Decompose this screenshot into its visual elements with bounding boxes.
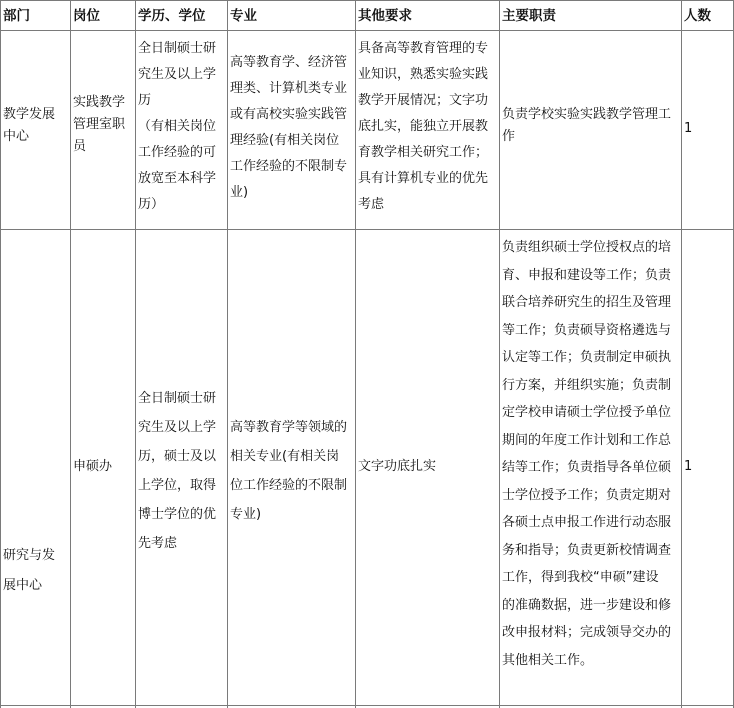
column-divider bbox=[135, 0, 136, 708]
text-line: （有相关岗位 bbox=[138, 119, 217, 134]
text-line: 工作经验的不限制专 bbox=[230, 159, 348, 174]
text-line: 教学开展情况；文字功 bbox=[358, 93, 489, 108]
text-line: 专业) bbox=[230, 507, 262, 522]
text-line: 作 bbox=[502, 129, 516, 144]
text-line: 具备高等教育管理的专 bbox=[358, 41, 489, 56]
text-line: 历） bbox=[138, 197, 165, 212]
text-line: 申硕办 bbox=[73, 459, 113, 474]
text-line: 放宽至本科学 bbox=[138, 171, 217, 186]
row-divider bbox=[0, 705, 734, 706]
text-line: 育、申报和建设等工作；负责 bbox=[502, 267, 672, 283]
text-line: 究生及以上学 bbox=[138, 420, 217, 435]
text-line: 士学位授予工作；负责定期对 bbox=[502, 487, 672, 503]
text-line: 展中心 bbox=[3, 578, 43, 593]
row1-count: 1 bbox=[684, 121, 693, 136]
text-line: 等工作；负责硕导资格遴选与 bbox=[502, 322, 672, 338]
text-line: 高等教育学、经济管 bbox=[230, 55, 348, 70]
header-position: 岗位 bbox=[73, 8, 100, 24]
text-line: 育教学相关研究工作； bbox=[358, 145, 489, 160]
header-count: 人数 bbox=[684, 8, 711, 24]
text-line: 研究与发 bbox=[3, 548, 56, 563]
text-line: 上学位，取得 bbox=[138, 478, 217, 493]
text-line: 其他相关工作。 bbox=[502, 652, 594, 668]
text-line: 究生及以上学 bbox=[138, 67, 217, 82]
text-line: 员 bbox=[73, 139, 87, 154]
header-other: 其他要求 bbox=[358, 8, 412, 24]
text-line: 的准确数据，进一步建设和修 bbox=[502, 597, 672, 613]
row-divider bbox=[0, 229, 734, 230]
text-line: 负责组织硕士学位授权点的培 bbox=[502, 240, 672, 255]
text-line: 考虑 bbox=[358, 197, 385, 212]
header-duties: 主要职责 bbox=[502, 8, 556, 24]
text-line: 博士学位的优 bbox=[138, 507, 217, 522]
text-line: 负责学校实验实践教学管理工 bbox=[502, 107, 672, 122]
column-divider bbox=[499, 0, 500, 708]
row2-education bbox=[138, 384, 216, 558]
text-line: 改申报材料；完成领导交办的 bbox=[502, 625, 672, 640]
text-line: 底扎实，能独立开展教 bbox=[358, 119, 489, 134]
row2-dept bbox=[3, 541, 55, 601]
column-divider bbox=[70, 0, 71, 708]
text-line: 历，硕士及以 bbox=[138, 449, 217, 464]
row1-education bbox=[138, 36, 216, 218]
text-line: 工作，得到我校“申硕”建设 bbox=[502, 570, 659, 585]
text-line: 期间的年度工作计划和工作总 bbox=[502, 432, 672, 448]
row1-major bbox=[230, 50, 347, 206]
text-line: 相关专业(有相关岗 bbox=[230, 449, 340, 464]
row1-dept bbox=[3, 104, 55, 148]
text-line: 教学发展 bbox=[3, 107, 56, 122]
column-divider bbox=[227, 0, 228, 708]
text-line: 中心 bbox=[3, 129, 30, 144]
text-line: 高等教育学等领域的 bbox=[230, 420, 348, 435]
text-line: 历 bbox=[138, 93, 152, 108]
row1-other bbox=[358, 36, 488, 218]
row2-count: 1 bbox=[684, 459, 693, 474]
row1-position bbox=[73, 92, 125, 158]
text-line: 管理室职 bbox=[73, 117, 126, 132]
text-line: 工作经验的可 bbox=[138, 145, 217, 160]
text-line: 位工作经验的不限制 bbox=[230, 478, 348, 493]
text-line: 具有计算机专业的优先 bbox=[358, 171, 489, 186]
text-line: 文字功底扎实 bbox=[358, 459, 437, 474]
text-line: 理经验(有相关岗位 bbox=[230, 133, 340, 148]
row1-duties bbox=[502, 104, 671, 148]
column-divider bbox=[355, 0, 356, 708]
header-major: 专业 bbox=[230, 8, 257, 24]
text-line: 实践教学 bbox=[73, 95, 126, 110]
text-line: 务和指导；负责更新校情调查 bbox=[502, 542, 672, 558]
text-line: 先考虑 bbox=[138, 536, 178, 551]
text-line: 或有高校实验实践管 bbox=[230, 107, 348, 122]
row-divider bbox=[0, 30, 734, 31]
row2-position bbox=[73, 456, 112, 478]
text-line: 业知识，熟悉实验实践 bbox=[358, 67, 489, 82]
column-divider bbox=[681, 0, 682, 708]
row2-other bbox=[358, 456, 436, 478]
text-line: 定学校申请硕士学位授予单位 bbox=[502, 405, 672, 420]
row2-duties bbox=[502, 234, 671, 674]
text-line: 认定等工作；负责制定申硕执 bbox=[502, 350, 672, 365]
text-line: 行方案，并组织实施；负责制 bbox=[502, 377, 672, 393]
text-line: 全日制硕士研 bbox=[138, 391, 217, 406]
text-line: 业) bbox=[230, 185, 249, 200]
column-divider bbox=[0, 0, 1, 708]
text-line: 联合培养研究生的招生及管理 bbox=[502, 295, 672, 310]
header-dept: 部门 bbox=[3, 8, 30, 24]
row2-major bbox=[230, 413, 347, 529]
text-line: 理类、计算机类专业 bbox=[230, 81, 348, 96]
header-education: 学历、学位 bbox=[138, 8, 206, 24]
text-line: 结等工作；负责指导各单位硕 bbox=[502, 460, 672, 475]
text-line: 全日制硕士研 bbox=[138, 41, 217, 56]
row-divider bbox=[0, 0, 734, 1]
text-line: 各硕士点申报工作进行动态服 bbox=[502, 515, 672, 530]
